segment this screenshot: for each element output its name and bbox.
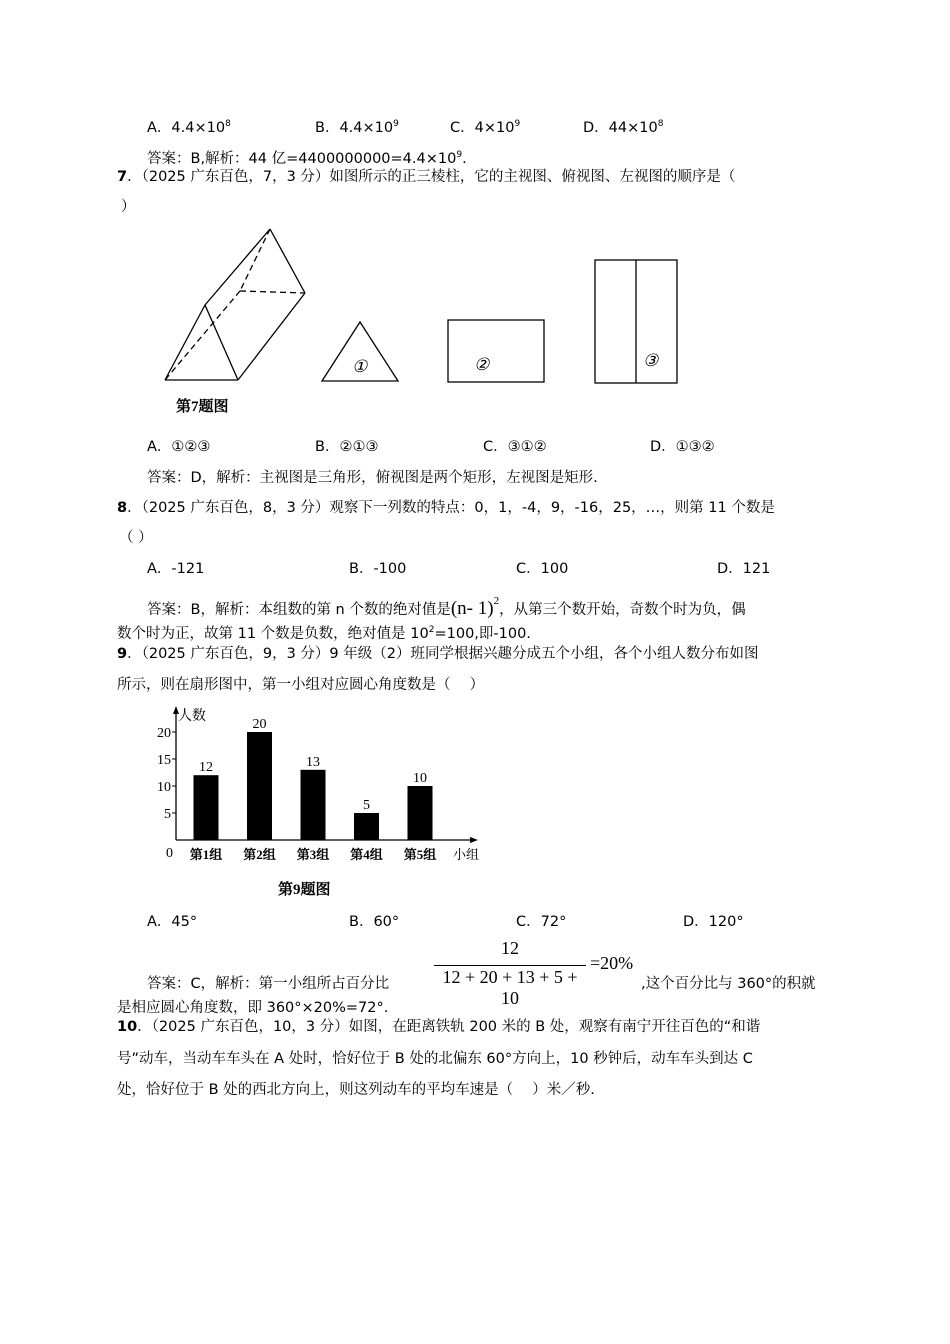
- q9-option-c: C．72°: [516, 914, 567, 930]
- prism-drawing: [165, 229, 305, 380]
- view-label-3: ③: [643, 351, 659, 370]
- q6-option-d: D．$44\times 10^8$: [583, 119, 664, 136]
- q8-option-b: B．-100: [349, 561, 407, 577]
- bar: [247, 732, 272, 840]
- q8-stem-end: （ ）: [119, 530, 153, 546]
- x-axis-arrow: [470, 837, 478, 843]
- category-label: 第2组: [243, 847, 276, 862]
- bar: [194, 775, 219, 840]
- y-tick-label: 15: [157, 753, 171, 768]
- y-tick-label: 0: [166, 846, 173, 861]
- bar-chart: [150, 700, 490, 905]
- view-label-2: ②: [474, 355, 490, 374]
- q6-option-a: A．$4.4\times 10^8$: [147, 119, 231, 136]
- q6-answer: 答案：B,解析：44 亿$=4400000000=4.4\times 10^9$.: [147, 150, 467, 167]
- chart-title: 第9题图: [278, 882, 331, 898]
- q7-option-c: C．③①②: [483, 439, 547, 455]
- view-label-1: ①: [352, 357, 368, 376]
- q9-answer-line2: 是相应圆心角度数，即 360°×20%=72°.: [117, 1000, 389, 1016]
- q8-formula: (n- 1): [450, 598, 494, 619]
- q9-answer-post: ,这个百分比与 360°的积就: [641, 976, 816, 992]
- x-axis-label: 小组: [452, 847, 480, 862]
- q7-option-b: B．②①③: [315, 439, 379, 455]
- fraction-bar: [434, 965, 586, 966]
- y-axis-label: 人数: [178, 709, 206, 724]
- q10-line2: 号”动车，当动车车头在 A 处时，恰好位于 B 处的北偏东 60°方向上，10 秒钟后，动车车头到达 C: [117, 1051, 753, 1067]
- category-label: 第5组: [403, 847, 437, 862]
- q8-option-a: A．-121: [147, 561, 205, 577]
- q8-stem: 8．（2025 广东百色，8，3 分）观察下一列数的特点：0，1，-4，9，-16，25，…，则第 11 个数是: [117, 500, 775, 516]
- q9-stem-line1: 9．（2025 广东百色，9，3 分）9 年级（2）班同学根据兴趣分成五个小组，各个小组人数分布如图: [117, 646, 759, 662]
- chart-bars: [194, 732, 433, 840]
- q9-option-b: B．60°: [349, 914, 400, 930]
- q7-option-d: D．①③②: [650, 439, 715, 455]
- category-label: 第4组: [350, 847, 383, 862]
- y-tick-label: 5: [164, 807, 171, 822]
- bar-value-label: 13: [306, 754, 320, 770]
- view-rectangle-wide: [448, 320, 544, 382]
- fraction-result: =20%: [590, 953, 634, 973]
- q9-fraction: [434, 938, 639, 1008]
- view-rectangle-tall: [595, 260, 677, 383]
- bar: [354, 813, 379, 840]
- q7-option-a: A．①②③: [147, 439, 211, 455]
- bar-value-label: 10: [413, 771, 427, 786]
- category-label: 第1组: [189, 847, 223, 862]
- view-triangle: [322, 322, 398, 381]
- q8-answer-line1: 答案：B，解析：本组数的第 n 个数的绝对值是(n- 1)$^2$，从第三个数开始，奇数个时为负，偶: [147, 595, 746, 619]
- q6-option-c: C．$4\times 10^9$: [450, 119, 521, 136]
- q8-option-d: D．121: [717, 561, 771, 577]
- q7-stem-end: ）: [121, 199, 136, 215]
- q7-figure: [0, 0, 950, 420]
- q7-stem: 7．（2025 广东百色，7，3 分）如图所示的正三棱柱，它的主视图、俯视图、左视图的顺序是（: [117, 169, 736, 185]
- fraction-numerator: 12: [501, 938, 519, 958]
- y-tick-label: 10: [157, 780, 171, 795]
- bar-value-label: 5: [363, 798, 370, 813]
- q10-line1: 10．（2025 广东百色，10，3 分）如图，在距离铁轨 200 米的 B 处，观察有南宁开往百色的“和谐: [117, 1019, 761, 1035]
- q7-answer: 答案：D，解析：主视图是三角形，俯视图是两个矩形，左视图是矩形.: [147, 470, 598, 486]
- q9-answer-pre: 答案：C，解析：第一小组所占百分比: [147, 976, 390, 992]
- q8-answer-line2: 数个时为正，故第 11 个数是负数，绝对值是 $10^2=100$,即-100.: [117, 625, 531, 642]
- category-label: 第3组: [296, 847, 330, 862]
- q8-option-c: C．100: [516, 561, 569, 577]
- q10-line3: 处，恰好位于 B 处的西北方向上，则这列动车的平均车速是（ ）米／秒.: [117, 1082, 595, 1098]
- q7-figure-caption: 第7题图: [176, 399, 229, 415]
- bar-value-label: 20: [252, 717, 267, 732]
- fraction-denominator: 12 + 20 + 13 + 5 + 10: [442, 967, 578, 1008]
- q6-option-b: B．$4.4\times 10^9$: [315, 119, 399, 136]
- y-tick-label: 20: [157, 726, 171, 741]
- q9-option-d: D．120°: [683, 914, 744, 930]
- bar-value-label: 12: [199, 760, 213, 776]
- q9-stem-line2: 所示，则在扇形图中，第一小组对应圆心角度数是（ ）: [117, 677, 485, 693]
- bar: [408, 786, 433, 840]
- bar: [301, 770, 326, 840]
- q9-option-a: A．45°: [147, 914, 198, 930]
